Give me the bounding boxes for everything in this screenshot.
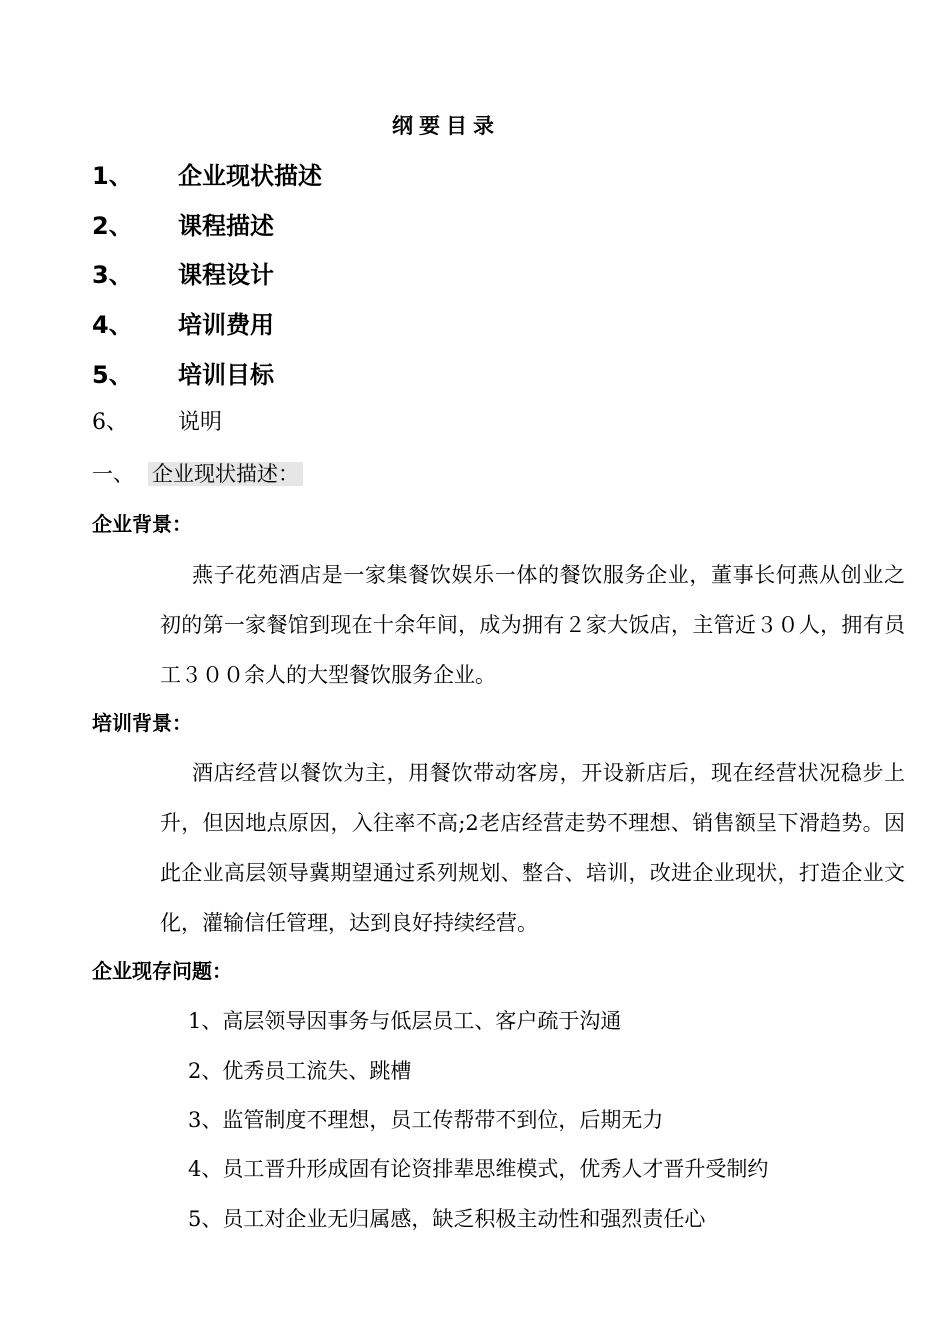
toc-item-5 <box>92 358 274 392</box>
toc-number: 4、 <box>92 311 133 339</box>
training-background-text: 酒店经营以餐饮为主，用餐饮带动客房，开设新店后，现在经营状况稳步上升，但因地点原因，入往率不高;2老店经营走势不理想、销售额呈下滑趋势。因此企业高层领导冀期望通过系列规划、整合、培训，改进企业现状，打造企业文化，灌输信任管理，达到良好持续经营。 <box>160 761 905 935</box>
issue-item: 3、监管制度不理想，员工传帮带不到位，后期无力 <box>188 1108 664 1132</box>
toc-label: 课程设计 <box>178 261 274 289</box>
toc-number: 2、 <box>92 212 133 240</box>
training-background-heading: 培训背景： <box>92 711 192 735</box>
issue-item: 1、高层领导因事务与低层员工、客户疏于沟通 <box>188 1009 622 1033</box>
toc-label: 课程描述 <box>178 212 274 240</box>
toc-item-6 <box>92 406 222 440</box>
toc-number: 5、 <box>92 361 133 389</box>
page-title: 纲要目录 <box>392 114 500 138</box>
issue-item: 2、优秀员工流失、跳槽 <box>188 1059 412 1083</box>
toc-label: 企业现状描述 <box>178 162 322 190</box>
toc-label: 培训目标 <box>178 361 274 389</box>
toc-item-1 <box>92 159 322 193</box>
toc-number: 6、 <box>92 410 128 435</box>
toc-item-4 <box>92 308 274 342</box>
company-background-heading: 企业背景： <box>92 512 192 536</box>
section-label: 企业现状描述： <box>148 462 303 486</box>
issue-item: 5、员工对企业无归属感，缺乏积极主动性和强烈责任心 <box>188 1207 706 1231</box>
toc-item-2 <box>92 209 274 243</box>
issues-heading: 企业现存问题： <box>92 959 232 983</box>
toc-number: 1、 <box>92 162 133 190</box>
toc-item-3 <box>92 258 274 292</box>
company-background-text: 燕子花苑酒店是一家集餐饮娱乐一体的餐饮服务企业，董事长何燕从创业之初的第一家餐馆到现在十余年间，成为拥有２家大饭店，主管近３０人，拥有员工３００余人的大型餐饮服务企业。 <box>160 563 905 687</box>
toc-label: 说明 <box>178 410 223 435</box>
section-number: 一、 <box>92 462 134 486</box>
toc-label: 培训费用 <box>178 311 274 339</box>
issue-item: 4、员工晋升形成固有论资排辈思维模式，优秀人才晋升受制约 <box>188 1157 769 1181</box>
section-heading <box>92 458 303 490</box>
toc-number: 3、 <box>92 261 133 289</box>
